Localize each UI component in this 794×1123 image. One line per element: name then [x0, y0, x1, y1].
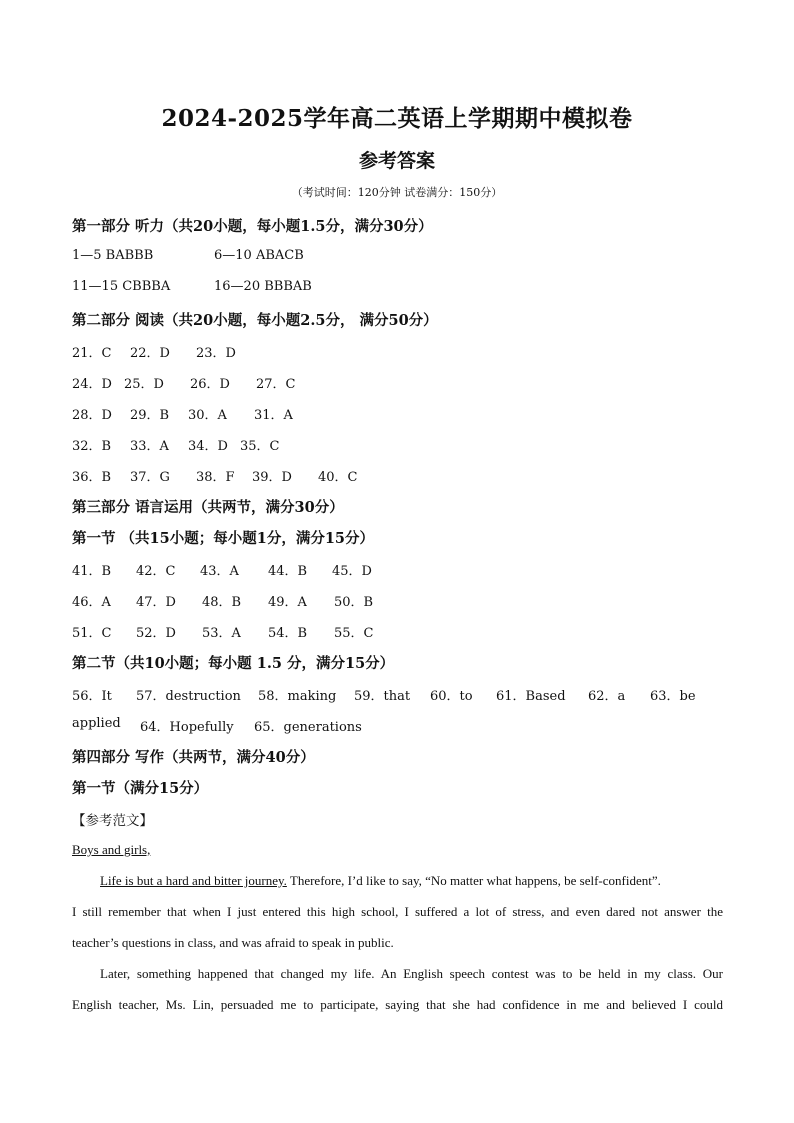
answer-group: 1—5 BABBB	[72, 248, 154, 263]
answer-item: 36．B	[72, 470, 112, 485]
essay-sentence: Therefore, I’d like to say, “No matter what happens, be self-confident”.	[286, 873, 661, 888]
essay-paragraph-1-line-3: teacher’s questions in class, and was afraid to speak in public.	[72, 935, 394, 950]
answer-item: 30．A	[188, 408, 227, 423]
part3-heading: 第三部分 语言运用（共两节，满分30分）	[72, 499, 344, 516]
answer-item: 33．A	[130, 439, 169, 454]
answer-group: 11—15 CBBBA	[72, 279, 171, 294]
answer-item: 48．B	[202, 595, 242, 610]
answer-item: 21．C	[72, 346, 112, 361]
answer-item: 46．A	[72, 595, 111, 610]
essay-paragraph-1-line-2: I still remember that when I just entered this high school, I suffered a lot of stress, and even dared not answer the	[72, 904, 723, 919]
part2-heading: 第二部分 阅读（共20小题，每小题2.5分， 满分50分）	[72, 312, 438, 329]
answer-item: 32．B	[72, 439, 112, 454]
answer-item: 28．D	[72, 408, 112, 423]
answer-item: 45．D	[332, 564, 372, 579]
part1-heading: 第一部分 听力（共20小题，每小题1.5分，满分30分）	[72, 218, 433, 235]
answer-item: 57．destruction	[136, 689, 241, 704]
answer-item: 61．Based	[496, 689, 566, 704]
answer-item: 64．Hopefully	[140, 720, 234, 735]
answer-item: 53．A	[202, 626, 241, 641]
answer-item: 63．be	[650, 689, 696, 704]
answer-item: 42．C	[136, 564, 176, 579]
answer-item: applied	[72, 716, 121, 731]
answer-item: 35．C	[240, 439, 280, 454]
answer-item: 34．D	[188, 439, 228, 454]
essay-underlined-sentence: Life is but a hard and bitter journey.	[100, 873, 287, 888]
answer-item: 25．D	[124, 377, 164, 392]
answer-item: 23．D	[196, 346, 236, 361]
answer-item: 59．that	[354, 689, 411, 704]
part4-heading: 第四部分 写作（共两节，满分40分）	[72, 749, 315, 766]
answer-group: 6—10 ABACB	[214, 248, 304, 263]
answer-group: 16—20 BBBAB	[214, 279, 312, 294]
answer-item: 65．generations	[254, 720, 362, 735]
answer-item: 49．A	[268, 595, 307, 610]
essay-paragraph-2-line-1: Later, something happened that changed my life. An English speech contest was to be held in my class. Our	[100, 966, 723, 981]
answer-item: 39．D	[252, 470, 292, 485]
answer-item: 44．B	[268, 564, 308, 579]
answer-item: 51．C	[72, 626, 112, 641]
answer-item: 29．B	[130, 408, 170, 423]
answer-item: 43．A	[200, 564, 239, 579]
page-subtitle: 参考答案	[358, 150, 435, 172]
part3-section1-heading: 第一节 （共15小题；每小题1分，满分15分）	[72, 530, 374, 547]
answer-item: 55．C	[334, 626, 374, 641]
page-title: 2024-2025学年高二英语上学期期中模拟卷	[161, 105, 633, 132]
answer-item: 52．D	[136, 626, 176, 641]
exam-note: （考试时间：120分钟 试卷满分：150分）	[291, 186, 503, 199]
answer-item: 50．B	[334, 595, 374, 610]
essay-paragraph-1-line-1	[100, 873, 661, 889]
answer-item: 41．B	[72, 564, 112, 579]
answer-item: 62．a	[588, 689, 626, 704]
answer-item: 24．D	[72, 377, 112, 392]
answer-item: 60．to	[430, 689, 473, 704]
part3-section2-heading: 第二节（共10小题；每小题 1.5 分，满分15分）	[72, 655, 395, 672]
answer-item: 26．D	[190, 377, 230, 392]
answer-item: 31．A	[254, 408, 293, 423]
answer-item: 27．C	[256, 377, 296, 392]
answer-item: 38．F	[196, 470, 235, 485]
essay-greeting: Boys and girls,	[72, 842, 151, 857]
answer-item: 56．It	[72, 689, 112, 704]
answer-item: 58．making	[258, 689, 337, 704]
part4-section1-heading: 第一节（满分15分）	[72, 780, 209, 797]
answer-item: 40．C	[318, 470, 358, 485]
essay-paragraph-2-line-2: English teacher, Ms. Lin, persuaded me to participate, saying that she had confidence in me and believed I could	[72, 997, 723, 1012]
answer-item: 54．B	[268, 626, 308, 641]
answer-item: 22．D	[130, 346, 170, 361]
sample-essay-label: 【参考范文】	[72, 813, 153, 829]
answer-item: 47．D	[136, 595, 176, 610]
answer-item: 37．G	[130, 470, 170, 485]
